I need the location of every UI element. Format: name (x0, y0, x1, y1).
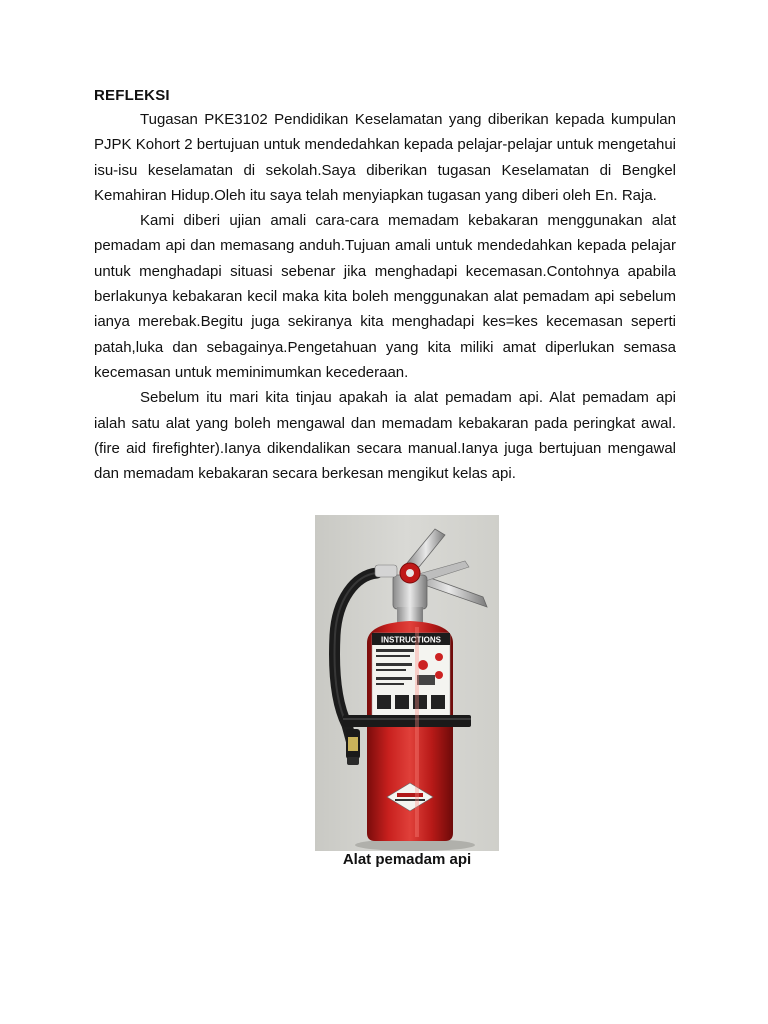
fire-extinguisher-photo (315, 515, 499, 851)
paragraph-3: Sebelum itu mari kita tinjau apakah ia alat pemadam api. Alat pemadam api ialah satu alat yang boleh mengawal dan memadam kebakaran pada peringkat awal. (fire aid firefighter).Ianya dikendalikan secara manual.Ianya juga bertujuan mengawal dan memadam kebakaran secara berkesan mengikut kelas api. (94, 389, 676, 483)
body-text (94, 107, 676, 486)
fire-extinguisher-icon (315, 515, 499, 851)
paragraph-1: Tugasan PKE3102 Pendidikan Keselamatan yang diberikan kepada kumpulan PJPK Kohort 2 bertujuan untuk mendedahkan kepada pelajar-pelajar untuk mengetahui isu-isu keselamatan di sekolah.Saya diberikan tugasan Keselamatan di Bengkel Kemahiran Hidup.Oleh itu saya telah menyiapkan tugasan yang diberi oleh En. Raja. (94, 111, 676, 204)
paragraph-2: Kami diberi ujian amali cara-cara memadam kebakaran menggunakan alat pemadam api dan memasang anduh.Tujuan amali untuk mendedahkan kepada pelajar untuk menghadapi situasi sebenar jika menghadapi kecemasan.Contohnya apabila berlakunya kebakaran kecil maka kita boleh menggunakan alat pemadam api sebelum ianya merebak.Begitu juga sekiranya kita menghadapi kes=kes kecemasan seperti patah,luka dan sebagainya.Pengetahuan yang kita miliki amat diperlukan semasa kecemasan untuk meminimumkan kecederaan. (94, 212, 676, 381)
label-title: INSTRUCTIONS (381, 635, 441, 645)
section-heading: REFLEKSI (94, 87, 170, 104)
figure-caption: Alat pemadam api (342, 851, 472, 868)
